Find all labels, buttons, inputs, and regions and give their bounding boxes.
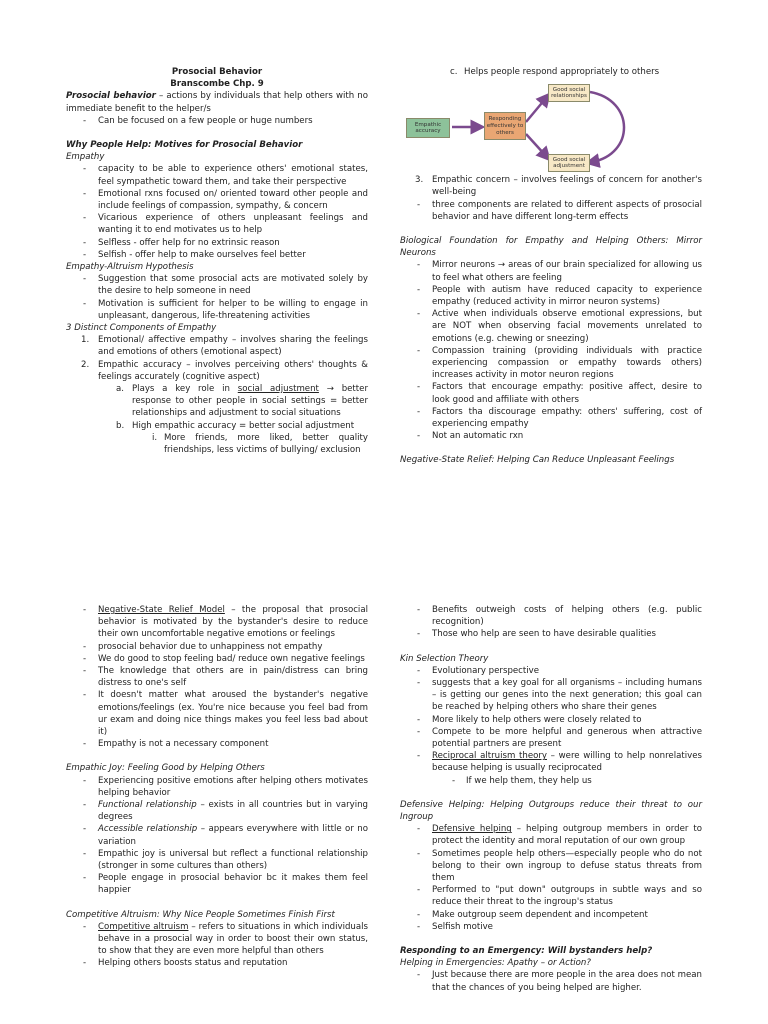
competitive-heading: Competitive Altruism: Why Nice People Sometimes Finish First: [66, 909, 335, 920]
list-item: - Functional relationship – exists in all countries but in varying degrees: [66, 799, 368, 823]
kin-heading: Kin Selection Theory: [400, 653, 489, 664]
bio-bullets: [400, 259, 702, 442]
social-adjustment-term: social adjustment: [237, 384, 319, 395]
arrow-relationships-to-adjustment: [590, 92, 624, 162]
list-item: - Active when individuals observe emotional expressions, but are NOT when observing facial movements unrelated to emotions (e.g. chewing or sneezing): [400, 308, 702, 345]
emergency-heading: Responding to an Emergency: Will bystanders help?: [400, 946, 653, 957]
list-item: - three components are related to different aspects of prosocial behavior and have different long-term effects: [400, 199, 702, 223]
list-item: - Benefits outweigh costs of helping others (e.g. public recognition): [400, 604, 702, 628]
prosocial-bullets: [66, 115, 368, 127]
list-item: - Emotional rxns focused on/ oriented toward other people and include feelings of compassion, sympathy, & concern: [66, 188, 368, 212]
defensive-term: Defensive helping: [432, 824, 512, 835]
list-item: - Empathic joy is universal but reflect a functional relationship (stronger in some cultures than others): [66, 848, 368, 872]
list-item: - We do good to stop feeling bad/ reduce own negative feelings: [66, 653, 368, 665]
empathic-accuracy-diagram: [400, 82, 702, 174]
list-item: - Compassion training (providing individuals with practice experiencing compassion or empathy towards others) increases activity in motor neuron regions: [400, 345, 702, 382]
joy-heading: Empathic Joy: Feeling Good by Helping Others: [66, 763, 265, 774]
top-left-column: [66, 66, 368, 456]
component-3-bullets: [400, 199, 702, 223]
bottom-left-column: [66, 604, 368, 970]
empathy-heading: Empathy: [66, 152, 105, 163]
list-item: - Vicarious experience of others unpleasant feelings and wanting it to end motivates us to help: [66, 212, 368, 236]
bio-heading: Biological Foundation for Empathy and Helping Others: Mirror Neurons: [400, 236, 702, 259]
components-heading: 3 Distinct Components of Empathy: [66, 323, 217, 334]
why-heading: Why People Help: Motives for Prosocial Behavior: [66, 140, 303, 151]
list-item: - Mirror neurons → areas of our brain specialized for allowing us to feel what others are feeling: [400, 259, 702, 283]
list-item: 3. Empathic concern – involves feelings of concern for another's well-being: [415, 175, 702, 198]
list-item: - Empathy is not a necessary component: [66, 738, 368, 750]
list-item: - capacity to be able to experience others' emotional states, feel sympathetic toward them, and take their perspective: [66, 163, 368, 187]
list-item: - suggests that a key goal for all organisms – including humans – is getting our genes into the next generation; this goal can be reached by helping others who share their genes: [400, 677, 702, 714]
prosocial-definition: [66, 90, 368, 114]
list-item: - The knowledge that others are in pain/distress can bring distress to one's self: [66, 665, 368, 689]
list-item: - Those who help are seen to have desirable qualities: [400, 628, 702, 640]
list-item: - Accessible relationship – appears everywhere with little or no variation: [66, 823, 368, 847]
component-3-list: [400, 174, 702, 198]
empathy-bullets: [66, 163, 368, 261]
list-item: - Experiencing positive emotions after helping others motivates helping behavior: [66, 775, 368, 799]
list-item: - Factors tha discourage empathy: others' suffering, cost of experiencing empathy: [400, 406, 702, 430]
component-2c: c. Helps people respond appropriately to others: [450, 67, 660, 77]
box-empathic-accuracy: Empathic accuracy: [406, 118, 450, 138]
arrow-to-relationships: [526, 98, 546, 122]
list-item: - More likely to help others were closely related to: [400, 714, 702, 726]
list-item: b. High empathic accuracy = better social adjustment: [116, 420, 355, 431]
altruism-heading: Empathy-Altruism Hypothesis: [66, 262, 194, 273]
joy-bullets: [66, 775, 368, 897]
component-2-sublist: [66, 383, 368, 432]
list-item: - Selfish - offer help to make ourselves feel better: [66, 249, 368, 261]
top-right-column: [400, 66, 702, 467]
doc-subtitle: Branscombe Chp. 9: [170, 79, 264, 90]
list-item: - Competitive altruism – refers to situations in which individuals behave in a prosocial way in order to boost their own status, to show that they are even more helpful than others: [66, 921, 368, 958]
prosocial-term: Prosocial behavior: [66, 91, 156, 102]
list-item: - Reciprocal altruism theory – were willing to help nonrelatives because helping is usually reciprocated: [400, 750, 702, 774]
list-item: - It doesn't matter what aroused the bystander's negative emotions/feelings (ex. You're nice because you feel bad from ur exam and doing nice things makes you feel less bad about it): [66, 689, 368, 738]
emergency-bullets: [400, 969, 702, 993]
arrow-to-adjustment: [526, 134, 546, 156]
competitive-cont-bullets: [400, 604, 702, 641]
component-1: Emotional/ affective empathy – involves sharing the feelings and emotions of others (emotional aspect): [98, 335, 368, 358]
emergency-subheading: Helping in Emergencies: Apathy – or Action?: [400, 958, 591, 969]
list-item: - Motivation is sufficient for helper to be willing to engage in unpleasant, dangerous, life-threatening activities: [66, 298, 368, 322]
altruism-bullets: [66, 273, 368, 322]
page-bottom: [0, 604, 768, 1024]
components-list: [66, 334, 368, 383]
page-top: [0, 0, 768, 480]
list-item: - If we help them, they help us: [400, 775, 702, 787]
list-item: - People engage in prosocial behavior bc it makes them feel happier: [66, 872, 368, 896]
competitive-bullets: [66, 921, 368, 970]
list-item: - Suggestion that some prosocial acts are motivated solely by the desire to help someone in need: [66, 273, 368, 297]
list-item: - Negative-State Relief Model – the proposal that prosocial behavior is motivated by the bystander's desire to reduce their own uncomfortable negative emotions or feelings: [66, 604, 368, 641]
list-item: - Just because there are more people in the area does not mean that the chances of you being helped are higher.: [400, 969, 702, 993]
kin-bullets: [400, 665, 702, 775]
list-item: - Helping others boosts status and reputation: [66, 957, 368, 969]
kin-sub-bullets: [400, 775, 702, 787]
nsr-bullets: [66, 604, 368, 750]
list-item: - Compete to be more helpful and generous when attractive potential partners are present: [400, 726, 702, 750]
list-item: - People with autism have reduced capacity to experience empathy (reduced activity in mirror neuron systems): [400, 284, 702, 308]
defensive-bullets: [400, 823, 702, 933]
list-item: - Can be focused on a few people or huge numbers: [66, 115, 368, 127]
negstate-heading: Negative-State Relief: Helping Can Reduce Unpleasant Feelings: [400, 455, 675, 466]
defensive-heading: Defensive Helping: Helping Outgroups reduce their threat to our Ingroup: [400, 799, 702, 823]
box-adjustment: Good social adjustment: [548, 154, 590, 172]
box-relationships: Good social relationships: [548, 84, 590, 102]
bottom-right-column: [400, 604, 702, 994]
list-item: - prosocial behavior due to unhappiness not empathy: [66, 641, 368, 653]
reciprocal-term: Reciprocal altruism theory: [432, 751, 547, 762]
list-item: - Defensive helping – helping outgroup members in order to protect the identity and moral reputation of our own group: [400, 823, 702, 847]
list-item: i. More friends, more liked, better quality friendships, less victims of bullying/ exclusion: [152, 432, 368, 456]
doc-title: Prosocial Behavior: [171, 67, 263, 77]
competitive-term: Competitive altruism: [98, 921, 189, 932]
component-2: Empathic accuracy – involves perceiving others' thoughts & feelings accurately (cognitive aspect): [98, 359, 368, 382]
list-item: - Selfish motive: [400, 921, 702, 933]
list-item: - Evolutionary perspective: [400, 665, 702, 677]
list-item: a. Plays a key role in social adjustment → better response to other people in social settings = better relationships and adjustment to social situations: [116, 384, 368, 419]
list-item: - Selfless - offer help for no extrinsic reason: [66, 237, 368, 249]
list-item: - Performed to "put down" outgroups in subtle ways and so reduce their threat to the ingroup's status: [400, 884, 702, 908]
component-3: Empathic concern – involves feelings of concern for another's well-being: [432, 175, 702, 198]
prosocial-def-text: – actions by individuals that help others with no immediate benefit to the helper/s: [66, 91, 369, 114]
list-item: 1. Emotional/ affective empathy – involves sharing the feelings and emotions of others (emotional aspect): [81, 335, 368, 358]
nsr-term: Negative-State Relief Model: [98, 605, 225, 615]
list-item: - Make outgroup seem dependent and incompetent: [400, 909, 702, 921]
list-item: - Factors that encourage empathy: positive affect, desire to look good and affiliate with others: [400, 381, 702, 405]
list-item: 2. Empathic accuracy – involves perceiving others' thoughts & feelings accurately (cognitive aspect): [81, 359, 368, 382]
component-2b-sublist: [66, 432, 368, 456]
box-responding: Responding effectively to others: [484, 112, 526, 140]
list-item: - Sometimes people help others—especially people who do not belong to their own ingroup to defuse status threats from them: [400, 848, 702, 885]
list-item: - Not an automatic rxn: [400, 430, 702, 442]
